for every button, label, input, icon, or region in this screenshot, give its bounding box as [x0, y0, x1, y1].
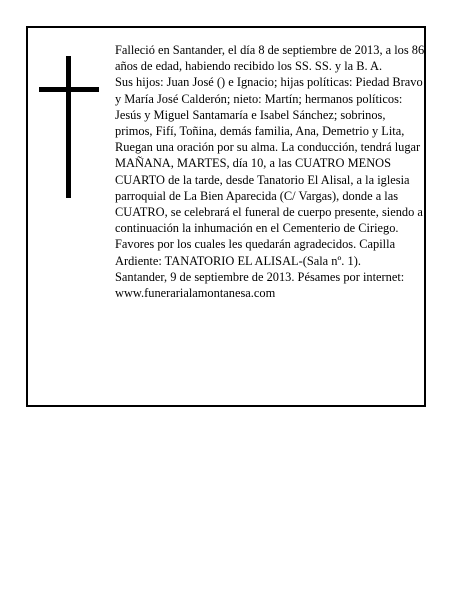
cross-icon — [39, 56, 99, 198]
obituary-text — [115, 42, 425, 301]
death-announcement: Falleció en Santander, el día 8 de septiembre de 2013, a los 86 años de edad, habiendo recibido los SS. SS. y la B. A. — [115, 43, 425, 74]
family-list: Sus hijos: Juan José () e Ignacio; hijas políticas: Piedad Bravo y María José Calderón; nieto: Martín; hermanos políticos: Jesús y Miguel Santamaría e Isabel Sánchez; sobrinos, primos, Fifí, Toñina, demás familia, Ana, Demetrio y Lita, — [115, 75, 423, 139]
closing-line: Santander, 9 de septiembre de 2013. Pésames por internet: www.funerarialamontanesa.com — [115, 269, 405, 301]
obituary-notice — [26, 26, 426, 407]
funeral-details: Ruegan una oración por su alma. La conducción, tendrá lugar MAÑANA, MARTES, día 10, a las CUATRO MENOS CUARTO de la tarde, desde Tanatorio El Alisal, a la iglesia parroquial de La Bien Aparecida (C/ Vargas), donde a las CUATRO, se celebrará el funeral de cuerpo presente, siendo a continuación la inhumación en el Cementerio de Ciriego. Favores por los cuales les quedarán agradecidos. Capilla Ardiente: TANATORIO EL ALISAL-(Sala nº. 1). — [115, 140, 423, 268]
cross-horizontal-bar — [39, 87, 99, 92]
cross-vertical-bar — [66, 56, 71, 198]
